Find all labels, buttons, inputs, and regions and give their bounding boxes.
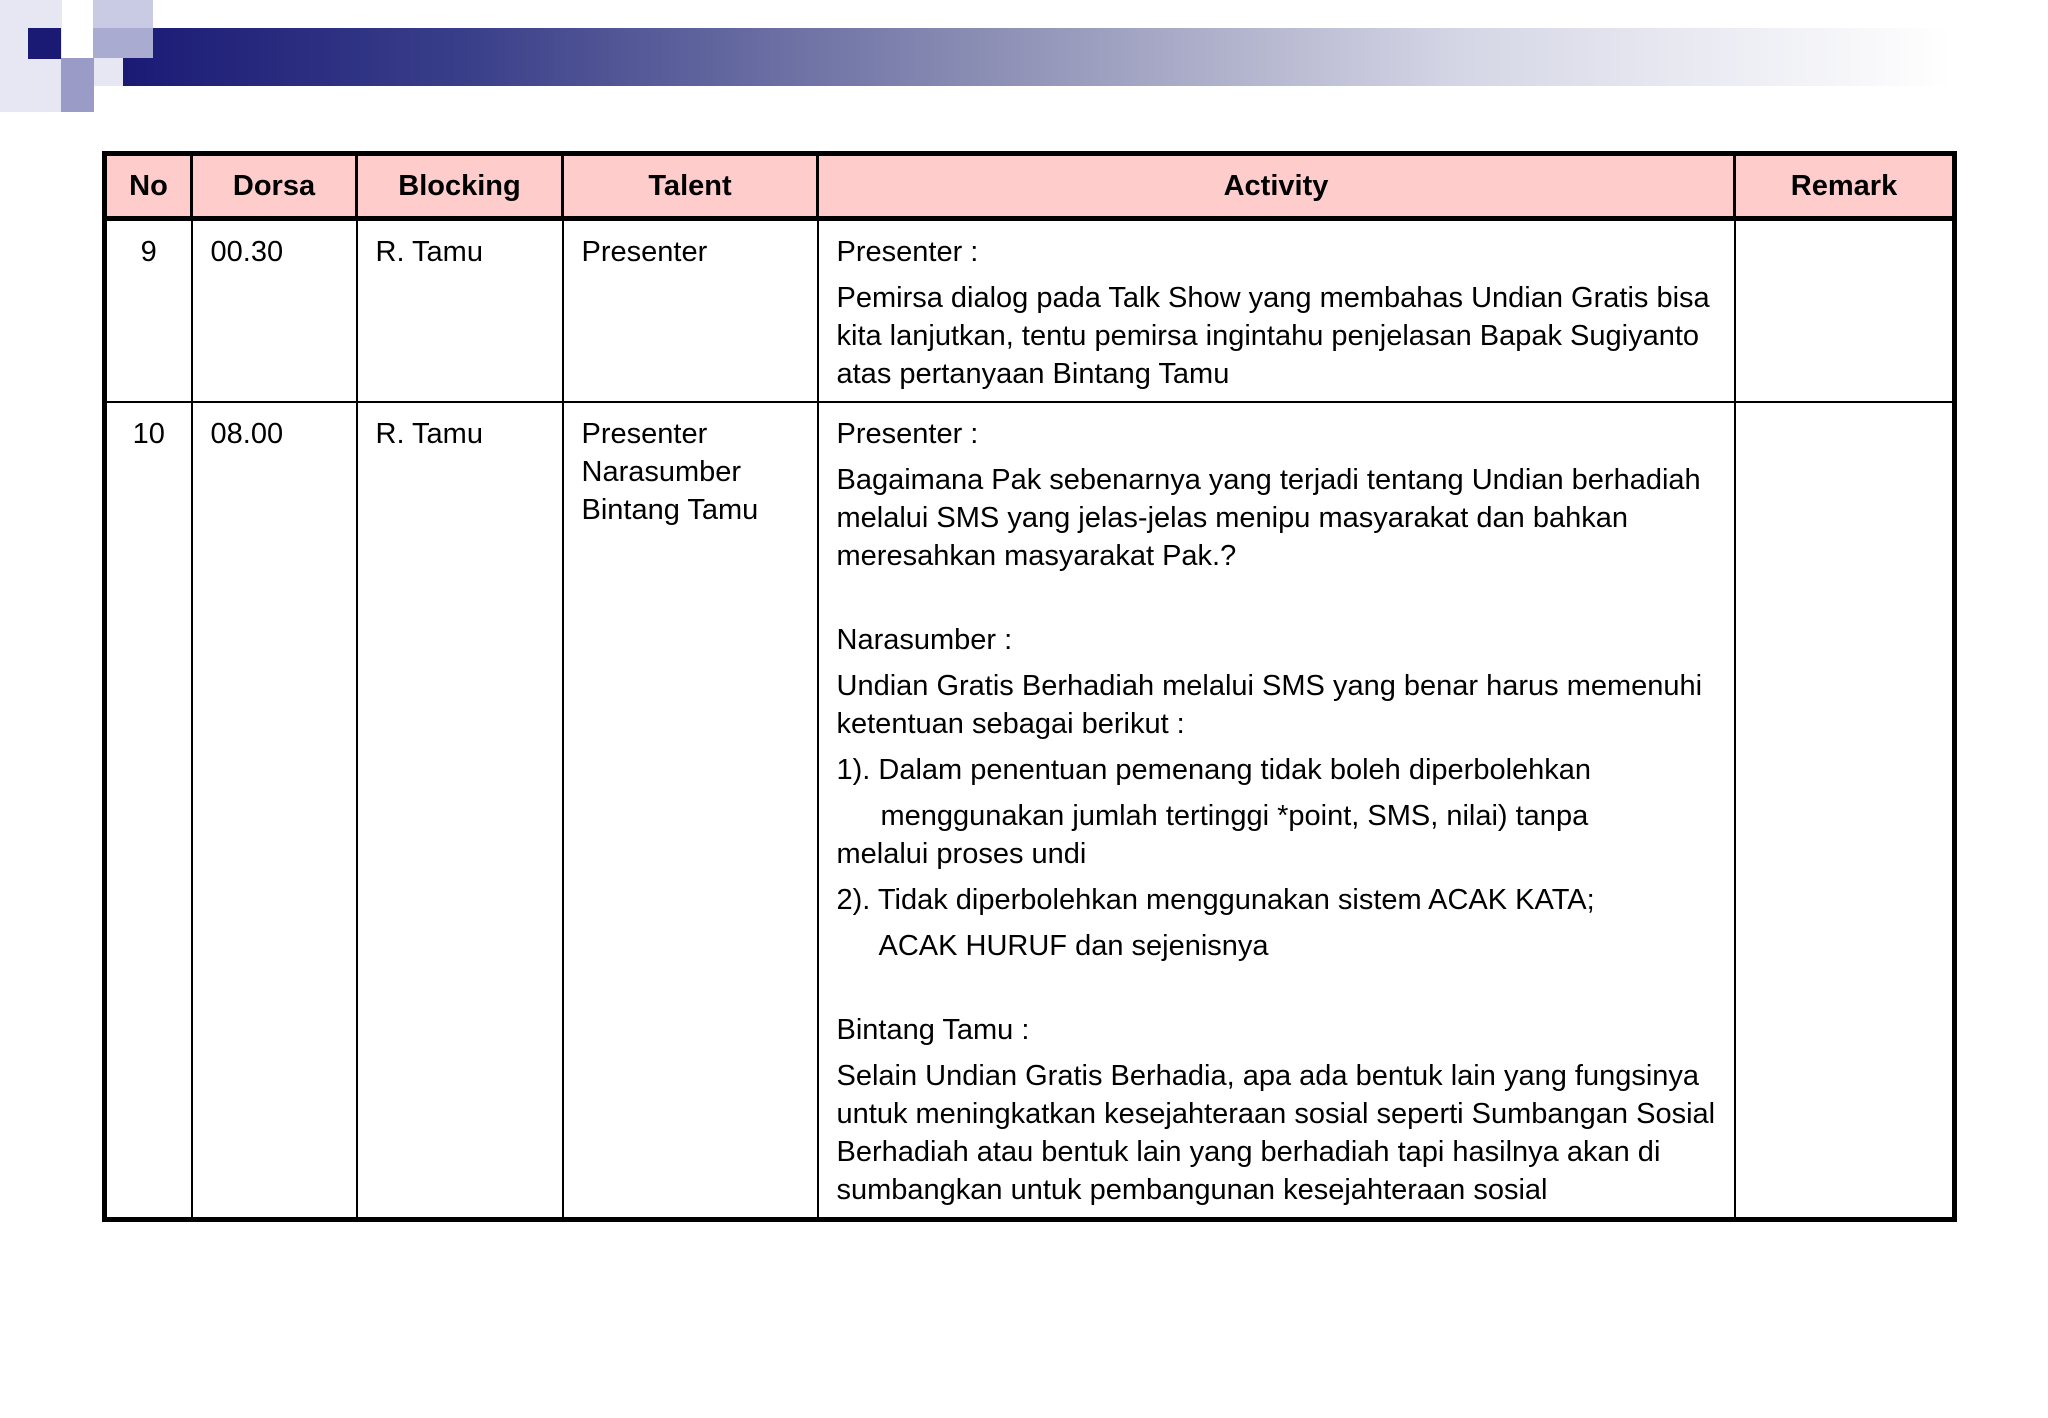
table-header-row bbox=[105, 154, 1955, 219]
rundown-table bbox=[102, 151, 1957, 1222]
activity-list-item-continued: menggunakan jumlah tertinggi *point, SMS, nilai) tanpa bbox=[880, 800, 1589, 832]
activity-text: Selain Undian Gratis Berhadia, apa ada bentuk lain yang fungsinya untuk meningkatkan kesejahteraan sosial seperti Sumbangan Sosial Berhadiah atau bentuk lain yang berhadiah tapi hasilnya akan di sumbangkan untuk pembangunan kesejahteraan sosial bbox=[836, 1060, 1716, 1206]
activity-speaker-label: Narasumber : bbox=[836, 624, 1013, 656]
table-row bbox=[105, 219, 1955, 403]
activity-list-item-continued: melalui proses undi bbox=[836, 838, 1087, 870]
activity-list-item-continued: ACAK HURUF dan sejenisnya bbox=[878, 930, 1269, 962]
cell-dorsa: 08.00 bbox=[192, 402, 357, 1220]
cell-dorsa: 00.30 bbox=[192, 219, 357, 403]
cell-activity bbox=[818, 402, 1735, 1220]
column-header-remark: Remark bbox=[1735, 154, 1955, 219]
cell-talent bbox=[563, 219, 818, 403]
cell-no: 9 bbox=[105, 219, 192, 403]
cell-blocking: R. Tamu bbox=[357, 219, 563, 403]
activity-list-item: 1). Dalam penentuan pemenang tidak boleh diperbolehkan bbox=[836, 754, 1592, 786]
cell-talent bbox=[563, 402, 818, 1220]
activity-text: Pemirsa dialog pada Talk Show yang membahas Undian Gratis bisa kita lanjutkan, tentu pemirsa ingintahu penjelasan Bapak Sugiyanto atas pertanyaan Bintang Tamu bbox=[836, 282, 1710, 390]
cell-no: 10 bbox=[105, 402, 192, 1220]
activity-speaker-label: Presenter : bbox=[836, 236, 979, 268]
header-square bbox=[28, 28, 61, 59]
header-square bbox=[61, 58, 94, 112]
table-row bbox=[105, 402, 1955, 1220]
header-gradient-band bbox=[122, 28, 2048, 86]
talent-item: Presenter bbox=[581, 418, 708, 450]
activity-text: Undian Gratis Berhadiah melalui SMS yang benar harus memenuhi ketentuan sebagai berikut : bbox=[836, 670, 1703, 740]
column-header-activity: Activity bbox=[818, 154, 1735, 219]
cell-remark bbox=[1735, 402, 1955, 1220]
activity-speaker-label: Presenter : bbox=[836, 418, 979, 450]
activity-speaker-label: Bintang Tamu : bbox=[836, 1014, 1030, 1046]
column-header-dorsa: Dorsa bbox=[192, 154, 357, 219]
header-square bbox=[93, 28, 153, 58]
cell-remark bbox=[1735, 219, 1955, 403]
talent-item: Presenter bbox=[581, 236, 708, 268]
cell-blocking: R. Tamu bbox=[357, 402, 563, 1220]
column-header-no: No bbox=[105, 154, 192, 219]
column-header-talent: Talent bbox=[563, 154, 818, 219]
column-header-blocking: Blocking bbox=[357, 154, 563, 219]
activity-text: Bagaimana Pak sebenarnya yang terjadi tentang Undian berhadiah melalui SMS yang jelas-jelas menipu masyarakat dan bahkan meresahkan masyarakat Pak.? bbox=[836, 464, 1701, 572]
talent-item: Narasumber bbox=[581, 456, 742, 488]
talent-item: Bintang Tamu bbox=[581, 494, 759, 526]
activity-list-item: 2). Tidak diperbolehkan menggunakan sistem ACAK KATA; bbox=[836, 884, 1595, 916]
cell-activity bbox=[818, 219, 1735, 403]
